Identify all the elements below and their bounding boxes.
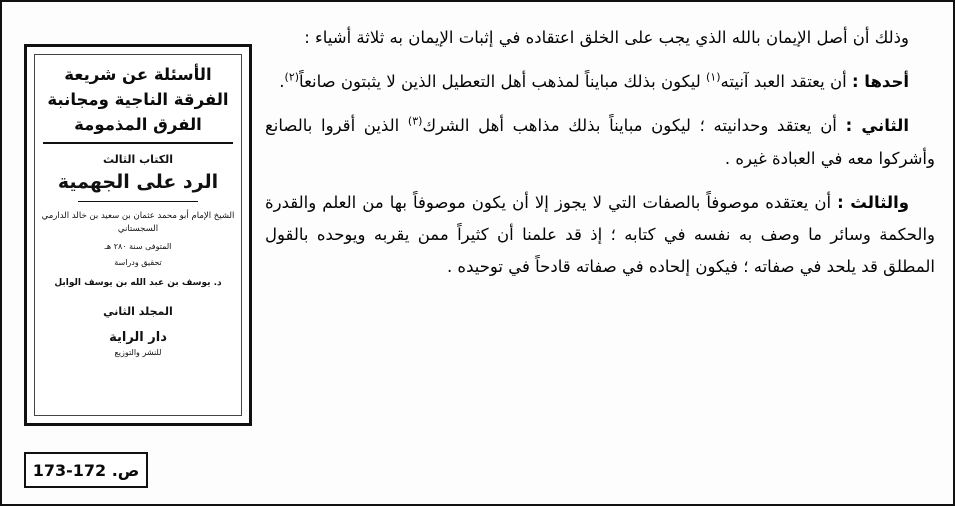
footnote-marker-2: (٢) bbox=[284, 70, 300, 84]
book-cover-content bbox=[34, 54, 242, 416]
cover-divider bbox=[78, 201, 197, 202]
paragraph-intro-text: وذلك أن أصل الإيمان بالله الذي يجب على الخلق اعتقاده في إثبات الإيمان به ثلاثة أشياء : bbox=[304, 28, 909, 47]
footnote-marker-3: (٣) bbox=[407, 114, 423, 128]
page-reference-box bbox=[24, 452, 148, 488]
arabic-body-text bbox=[265, 22, 935, 283]
paragraph-third-text: أن يعتقده موصوفاً بالصفات التي لا يجوز إلا أن يكون موصوفاً بها من العلم والقدرة والحكمة وسائر ما وصف به نفسه في كتابه ؛ إذ قد علمنا أن كثيراً ممن يقربه ويوحده بالقول المطلق قد يلحد في صفاته ؛ فيكون إلحاده في صفاته قادحاً في توحيده . bbox=[265, 192, 935, 277]
paragraph-third-point bbox=[265, 187, 935, 284]
cover-volume: المجلد الثاني bbox=[103, 304, 173, 318]
paragraph-second-text: أن يعتقد وحدانيته ؛ ليكون مبايناً بذلك مذاهب أهل الشرك bbox=[422, 116, 837, 136]
cover-publisher: دار الراية bbox=[109, 329, 167, 345]
book-cover-frame bbox=[24, 44, 252, 426]
paragraph-first-lead: أحدها : bbox=[851, 72, 909, 92]
cover-series-title: الأسئلة عن شريعة الفرقة الناجية ومجانبة الفرق المذمومة bbox=[43, 63, 233, 144]
cover-kitab-label: الكتاب الثالث bbox=[102, 153, 174, 167]
paragraph-second-point bbox=[265, 110, 935, 174]
cover-edition-note: تحقيق ودراسة bbox=[114, 258, 162, 268]
paragraph-first-tail: . bbox=[279, 72, 285, 92]
paragraph-intro bbox=[265, 22, 935, 54]
cover-death-year: المتوفى سنة ٢٨٠ هـ bbox=[104, 241, 172, 251]
paragraph-third-lead: والثالث : bbox=[837, 192, 909, 212]
paragraph-second-lead: الثاني : bbox=[845, 116, 910, 136]
cover-author: الشيخ الإمام أبو محمد عثمان بن سعيد بن خالد الدارمي السجستاني bbox=[41, 211, 235, 235]
paragraph-first-text2: ليكون بذلك مبايناً لمذهب أهل التعطيل الذين لا يثبتون صانعاً bbox=[299, 72, 701, 92]
paragraph-first-point bbox=[265, 66, 935, 98]
cover-editor: د. يوسف بن عبد الله بن يوسف الوابل bbox=[54, 278, 222, 289]
paragraph-first-text: أن يعتقد العبد آنيته bbox=[720, 72, 847, 92]
cover-main-title: الرد على الجهمية bbox=[57, 171, 219, 194]
book-cover-image bbox=[24, 44, 252, 426]
page-reference-text: ص. 172-173 bbox=[32, 460, 140, 480]
paragraph-second-text2: الذين أقروا بالصانع وأشركوا معه في العبادة غيره . bbox=[265, 116, 935, 168]
footnote-marker-1: (١) bbox=[706, 70, 721, 84]
cover-publisher-sub: للنشر والتوزيع bbox=[114, 347, 162, 357]
